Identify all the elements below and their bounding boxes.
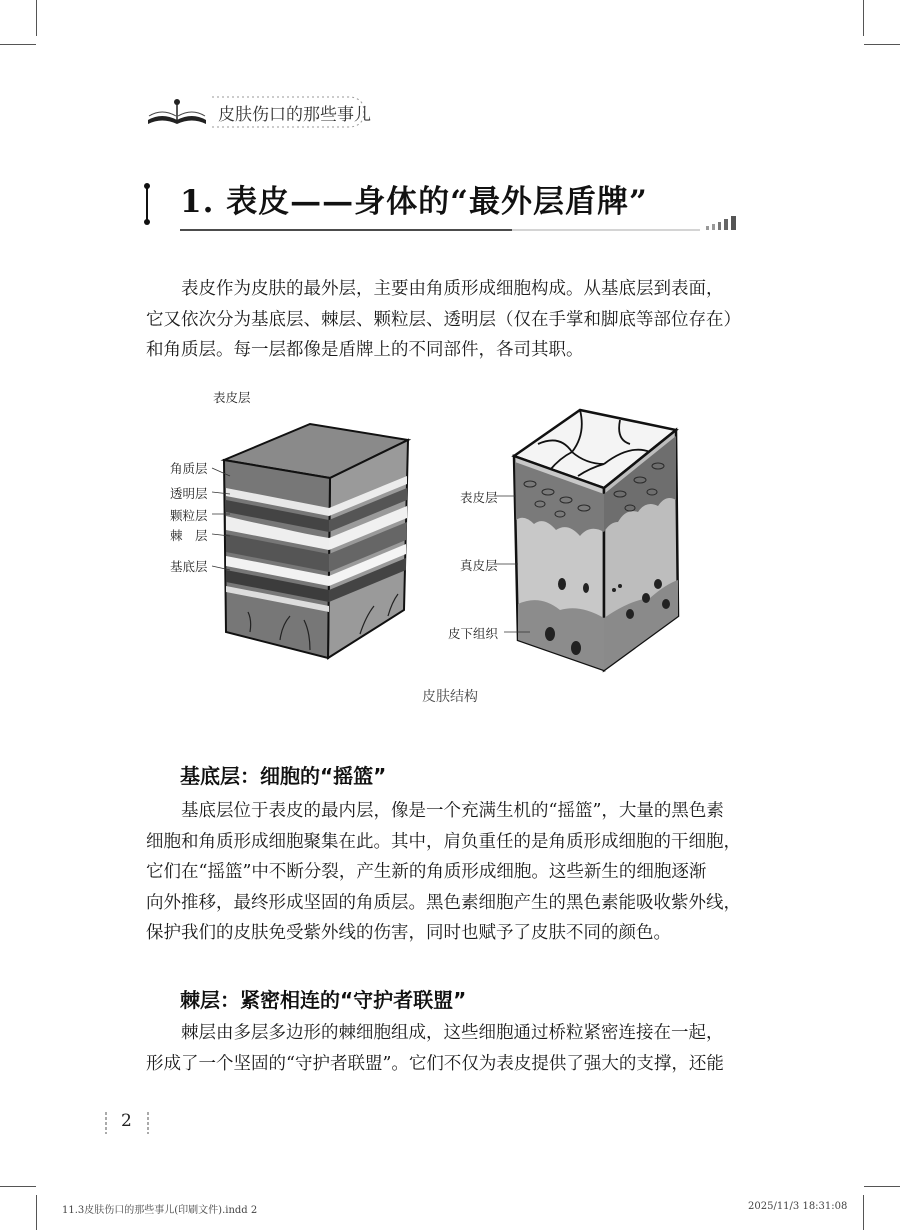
crop-mark: [863, 1195, 864, 1230]
section-paragraph: [146, 796, 746, 949]
figure-label-stratum-granulosum: 颗粒层: [170, 508, 208, 523]
figure-label-subcutaneous: 皮下组织: [448, 626, 499, 641]
text-line: 细胞和角质形成细胞聚集在此。其中，肩负重任的是角质形成细胞的干细胞，: [146, 831, 741, 852]
crop-mark: [863, 0, 864, 36]
crop-mark: [36, 1195, 37, 1230]
text-line: 它又依次分为基底层、棘层、颗粒层、透明层（仅在手掌和脚底等部位存在）: [146, 309, 741, 330]
figure-label-stratum-basale: 基底层: [170, 559, 208, 574]
text-line: 保护我们的皮肤免受紫外线的伤害，同时也赋予了皮肤不同的颜色。: [146, 923, 671, 943]
crop-mark: [0, 44, 36, 45]
crop-mark: [864, 44, 900, 45]
figure-label-stratum-spinosum: 棘 层: [170, 528, 208, 543]
figure-label-stratum-lucidum: 透明层: [170, 486, 208, 501]
text-line: 基底层位于表皮的最内层，像是一个充满生机的“摇篮”，大量的黑色素: [181, 801, 724, 821]
page-number: 2: [121, 1111, 132, 1131]
crop-mark: [0, 1186, 36, 1187]
figure-caption: 皮肤结构: [422, 689, 478, 705]
crop-mark: [864, 1186, 900, 1187]
section-heading-spinous-layer: 棘层：紧密相连的“守护者联盟”: [180, 988, 467, 1012]
section-paragraph: [146, 1018, 746, 1079]
figure-label-epidermis: 表皮层: [460, 490, 498, 505]
epidermis-layers-illustration: [160, 420, 430, 670]
book-logo-icon: [144, 96, 210, 126]
intro-paragraph: [146, 274, 746, 366]
text-line: 和角质层。每一层都像是盾牌上的不同部件，各司其职。: [146, 340, 584, 360]
section-heading-basal-layer: 基底层：细胞的“摇篮”: [180, 764, 387, 788]
figure-label-stratum-corneum: 角质层: [170, 461, 208, 476]
text-line: 它们在“摇篮”中不断分裂，产生新的角质形成细胞。这些新生的细胞逐渐: [146, 862, 707, 882]
crop-mark: [36, 0, 37, 36]
text-line: 向外推移，最终形成坚固的角质层。黑色素细胞产生的黑色素能吸收紫外线，: [146, 892, 741, 913]
figure-label-dermis: 真皮层: [460, 558, 498, 573]
print-file-name: 11.3皮肤伤口的那些事儿(印刷文件).indd 2: [62, 1205, 258, 1216]
text-line: 棘层由多层多边形的棘细胞组成，这些细胞通过桥粒紧密连接在一起，: [181, 1023, 724, 1043]
skin-structure-illustration: [490, 404, 710, 680]
print-timestamp: 2025/11/3 18:31:08: [748, 1201, 848, 1212]
text-line: 形成了一个坚固的“守护者联盟”。它们不仅为表皮提供了强大的支撑，还能: [146, 1053, 724, 1074]
text-line: 表皮作为皮肤的最外层，主要由角质形成细胞构成。从基底层到表面，: [181, 279, 724, 299]
header-logo: [144, 96, 210, 126]
figure-left-title: 表皮层: [213, 390, 251, 405]
chapter-title: 1. 表皮——身体的“最外层盾牌”: [180, 184, 648, 220]
running-title: 皮肤伤口的那些事儿: [218, 105, 371, 125]
